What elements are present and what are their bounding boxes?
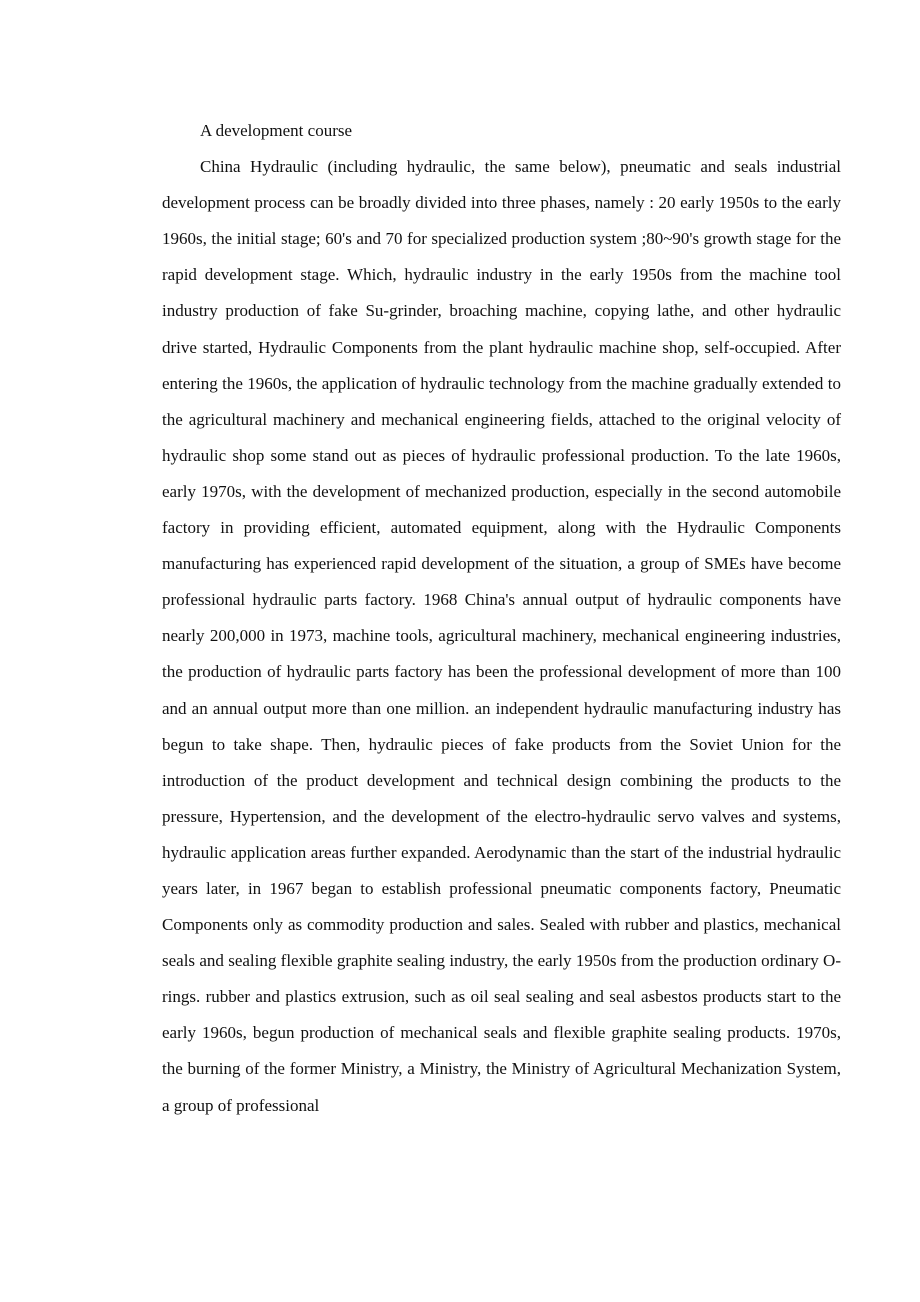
section-heading: A development course [200, 121, 353, 140]
body-paragraph: China Hydraulic (including hydraulic, the same below), pneumatic and seals industrial development process can be broadly divided into three phases, namely : 20 early 1950s to the early 1960s, the initial stage; 60's and 70 for specialized production system ;80~90's growth stage for the rapid development stage. Which, hydraulic industry in the early 1950s from the machine tool industry production of fake Su-grinder, broaching machine, copying lathe, and other hydraulic drive started, Hydraulic Components from the plant hydraulic machine shop, self-occupied. After entering the 1960s, the application of hydraulic technology from the machine gradually extended to the agricultural machinery and mechanical engineering fields, attached to the original velocity of hydraulic shop some stand out as pieces of hydraulic professional production. To the late 1960s, early 1970s, with the development of mechanized production, especially in the second automobile factory in providing efficient, automated equipment, along with the Hydraulic Components manufacturing has experienced rapid development of the situation, a group of SMEs have become professional hydraulic parts factory. 1968 China's annual output of hydraulic components have nearly 200,000 in 1973, machine tools, agricultural machinery, mechanical engineering industries, the production of hydraulic parts factory has been the professional development of more than 100 and an annual output more than one million. an independent hydraulic manufacturing industry has begun to take shape. Then, hydraulic pieces of fake products from the Soviet Union for the introduction of the product development and technical design combining the products to the pressure, Hypertension, and the development of the electro-hydraulic servo valves and systems, hydraulic application areas further expanded. Aerodynamic than the start of the industrial hydraulic years later, in 1967 began to establish professional pneumatic components factory, Pneumatic Components only as commodity production and sales. Sealed with rubber and plastics, mechanical seals and sealing flexible graphite sealing industry, the early 1950s from the production ordinary O-rings. rubber and plastics extrusion, such as oil seal sealing and seal asbestos products start to the early 1960s, begun production of mechanical seals and flexible graphite sealing products. 1970s, the burning of the former Ministry, a Ministry, the Ministry of Agricultural Mechanization System, a group of professional [162, 157, 841, 1115]
document-body [162, 113, 841, 1124]
